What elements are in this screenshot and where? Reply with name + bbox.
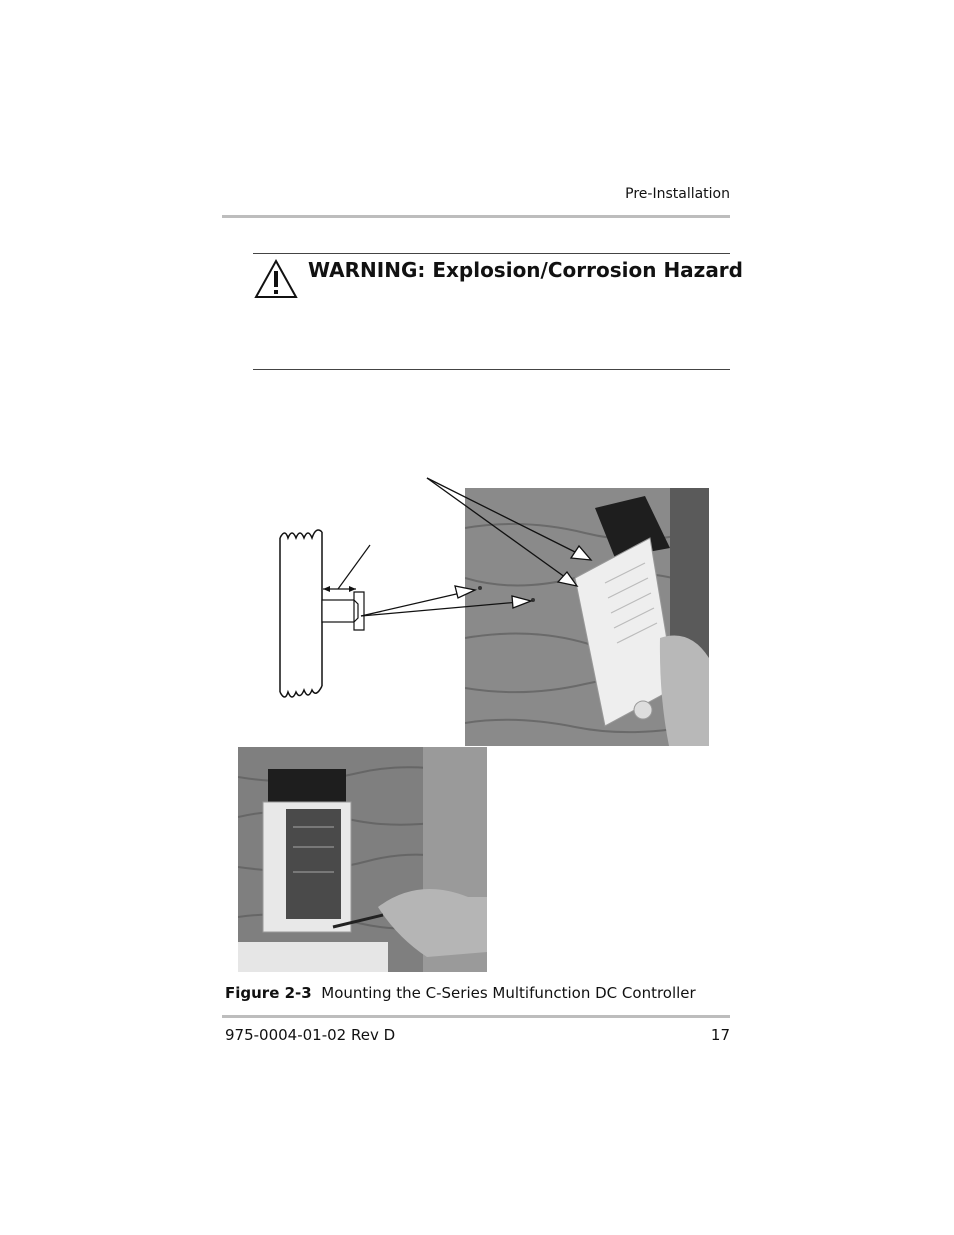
footer-rule (222, 1015, 730, 1018)
section-header: Pre-Installation (625, 186, 730, 202)
caption-suffix: C-Series Multifunction DC Controller (425, 984, 696, 1002)
warning-title: WARNING: Explosion/Corrosion Hazard (308, 258, 743, 282)
page-number: 17 (710, 1026, 730, 1044)
warning-bottom-rule (253, 369, 730, 370)
figure-caption (225, 984, 696, 1002)
header-rule (222, 215, 730, 218)
warning-triangle-icon (253, 258, 299, 300)
doc-number: 975-0004-01-02 Rev D (225, 1026, 396, 1044)
photo-screwdriver-install (238, 747, 487, 972)
caption-prefix: Mounting the (321, 984, 421, 1002)
pointer-arrows (355, 470, 615, 630)
figure-number: Figure 2-3 (225, 984, 312, 1002)
warning-top-rule (253, 253, 730, 254)
